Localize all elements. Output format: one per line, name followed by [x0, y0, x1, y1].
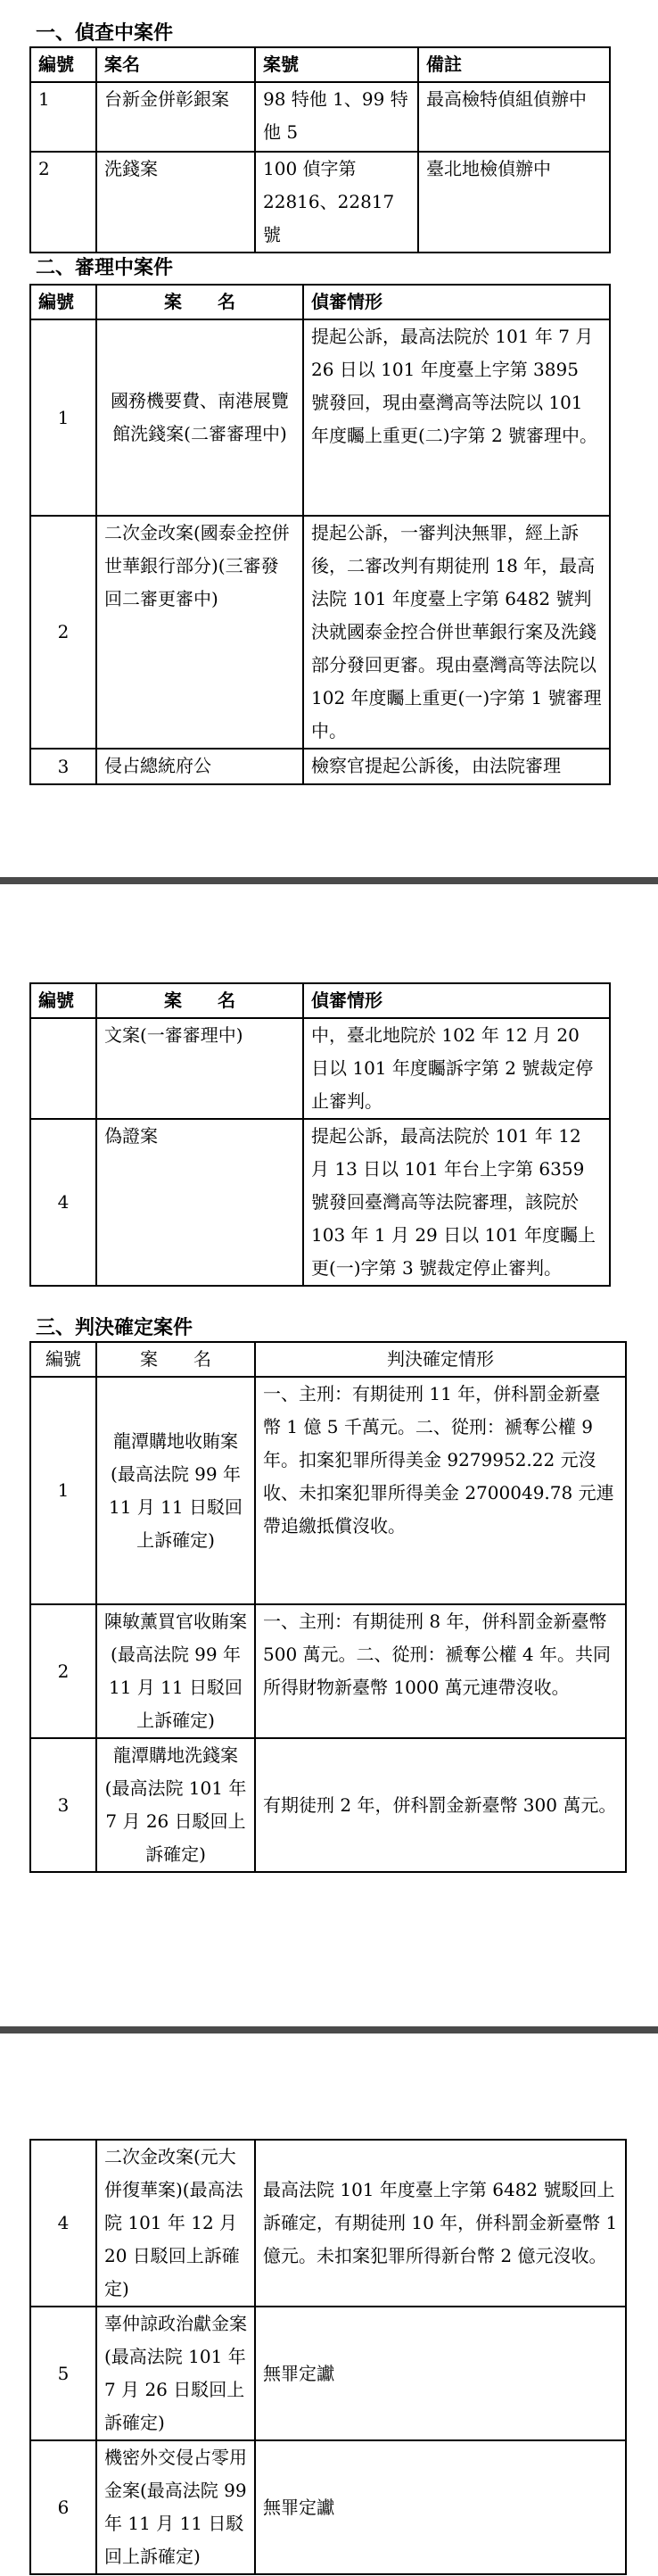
page-divider — [0, 2026, 658, 2033]
row-name: 偽證案 — [96, 1119, 303, 1286]
row-no: 5 — [30, 2307, 96, 2440]
row-no: 6 — [30, 2440, 96, 2574]
row-name: 侵占總統府公 — [96, 749, 303, 784]
table-header-row — [30, 285, 610, 319]
row-name: 辜仲諒政治獻金案(最高法院 101 年 7 月 26 日駁回上訴確定) — [96, 2307, 255, 2440]
table-row — [30, 1738, 626, 1872]
section1-table — [29, 46, 611, 253]
row-note: 臺北地檢偵辦中 — [418, 152, 610, 253]
row-name: 龍潭購地收賄案(最高法院 99 年 11 月 11 日駁回上訴確定) — [96, 1377, 255, 1604]
table-row — [30, 1604, 626, 1738]
table-row — [30, 82, 610, 152]
row-name: 陳敏薰買官收賄案(最高法院 99 年 11 月 11 日駁回上訴確定) — [96, 1604, 255, 1738]
row-name: 龍潭購地洗錢案(最高法院 101 年 7 月 26 日駁回上訴確定) — [96, 1738, 255, 1872]
header-case-no: 案號 — [255, 47, 418, 82]
header-no: 編號 — [30, 285, 96, 319]
page-1 — [0, 0, 658, 870]
row-name: 二次金改案(國泰金控併世華銀行部分)(三審發回二審更審中) — [96, 516, 303, 749]
header-name: 案 名 — [96, 285, 303, 319]
table-row — [30, 152, 610, 253]
header-status: 判決確定情形 — [255, 1342, 626, 1377]
header-no: 編號 — [30, 1342, 96, 1377]
row-case-no: 100 偵字第 22816、22817 號 — [255, 152, 418, 253]
page-divider — [0, 877, 658, 884]
row-no — [30, 1018, 96, 1119]
row-status: 無罪定讞 — [255, 2440, 626, 2574]
row-status: 中，臺北地院於 102 年 12 月 20 日以 101 年度矚訴字第 2 號裁定停止審判。 — [303, 1018, 610, 1119]
row-no: 3 — [30, 749, 96, 784]
row-no: 4 — [30, 2140, 96, 2307]
row-name: 國務機要費、南港展覽館洗錢案(二審審理中) — [96, 319, 303, 516]
row-no: 2 — [30, 516, 96, 749]
table-row — [30, 2140, 626, 2307]
table-header-row — [30, 983, 610, 1018]
table-row — [30, 1377, 626, 1604]
row-status: 無罪定讞 — [255, 2307, 626, 2440]
section2-table — [29, 284, 611, 785]
table-row — [30, 1018, 610, 1119]
section3b-table — [29, 2139, 627, 2575]
table-header-row — [30, 47, 610, 82]
header-name: 案名 — [96, 47, 255, 82]
page-2 — [0, 884, 658, 2026]
row-status: 提起公訴，最高法院於 101 年 7 月 26 日以 101 年度臺上字第 3895 號發回，現由臺灣高等法院以 101 年度矚上重更(二)字第 2 號審理中。 — [303, 319, 610, 516]
row-no: 2 — [30, 1604, 96, 1738]
row-status: 有期徒刑 2 年，併科罰金新臺幣 300 萬元。 — [255, 1738, 626, 1872]
section1-title: 一、偵查中案件 — [36, 21, 174, 45]
row-status: 一、主刑：有期徒刑 11 年，併科罰金新臺幣 1 億 5 千萬元。二、從刑：褫奪公權 9 年。扣案犯罪所得美金 9279952.22 元沒收、未扣案犯罪所得美金 2700049.78 元連帶追繳抵償沒收。 — [255, 1377, 626, 1604]
row-status: 一、主刑：有期徒刑 8 年，併科罰金新臺幣 500 萬元。二、從刑：褫奪公權 4 年。共同所得財物新臺幣 1000 萬元連帶沒收。 — [255, 1604, 626, 1738]
row-name: 機密外交侵占零用金案(最高法院 99 年 11 月 11 日駁回上訴確定) — [96, 2440, 255, 2574]
table-row — [30, 2440, 626, 2574]
row-name: 台新金併彰銀案 — [96, 82, 255, 152]
table-row — [30, 319, 610, 516]
row-note: 最高檢特偵組偵辦中 — [418, 82, 610, 152]
table-row — [30, 516, 610, 749]
row-no: 1 — [30, 319, 96, 516]
section2-title: 二、審理中案件 — [36, 256, 174, 279]
row-no: 2 — [30, 152, 96, 253]
table-row — [30, 2307, 626, 2440]
section3-title: 三、判決確定案件 — [36, 1316, 193, 1339]
table-header-row — [30, 1342, 626, 1377]
row-no: 1 — [30, 1377, 96, 1604]
row-status: 提起公訴，一審判決無罪，經上訴後，二審改判有期徒刑 18 年，最高法院 101 年度臺上字第 6482 號判決就國泰金控合併世華銀行案及洗錢部分發回更審。現由臺灣高等法院以 102 年度矚上重更(一)字第 1 號審理中。 — [303, 516, 610, 749]
header-note: 備註 — [418, 47, 610, 82]
header-name: 案 名 — [96, 1342, 255, 1377]
row-status: 提起公訴，最高法院於 101 年 12 月 13 日以 101 年台上字第 6359 號發回臺灣高等法院審理，該院於 103 年 1 月 29 日以 101 年度矚上更(一)字第 3 號裁定停止審判。 — [303, 1119, 610, 1286]
row-status: 最高法院 101 年度臺上字第 6482 號駁回上訴確定，有期徒刑 10 年，併科罰金新臺幣 1 億元。未扣案犯罪所得新台幣 2 億元沒收。 — [255, 2140, 626, 2307]
table-row — [30, 749, 610, 784]
row-status: 檢察官提起公訴後，由法院審理 — [303, 749, 610, 784]
row-no: 3 — [30, 1738, 96, 1872]
row-case-no: 98 特他 1、99 特他 5 — [255, 82, 418, 152]
row-name: 洗錢案 — [96, 152, 255, 253]
header-no: 編號 — [30, 47, 96, 82]
section2b-table — [29, 982, 611, 1287]
header-name: 案 名 — [96, 983, 303, 1018]
row-name: 文案(一審審理中) — [96, 1018, 303, 1119]
row-name: 二次金改案(元大併復華案)(最高法院 101 年 12 月 20 日駁回上訴確定) — [96, 2140, 255, 2307]
header-no: 編號 — [30, 983, 96, 1018]
row-no: 1 — [30, 82, 96, 152]
table-row — [30, 1119, 610, 1286]
header-status: 偵審情形 — [303, 983, 610, 1018]
row-no: 4 — [30, 1119, 96, 1286]
header-status: 偵審情形 — [303, 285, 610, 319]
page-3 — [0, 2033, 658, 2576]
section3-table — [29, 1341, 627, 1873]
